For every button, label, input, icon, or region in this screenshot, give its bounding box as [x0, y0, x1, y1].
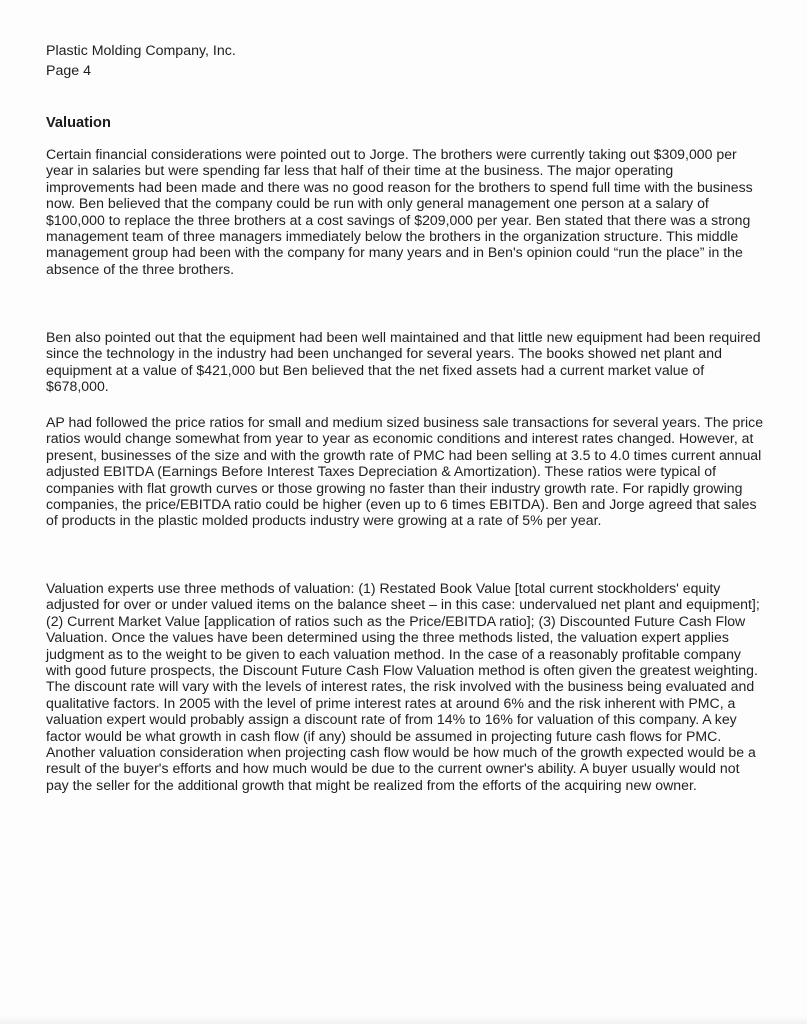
section-title: Valuation: [46, 115, 111, 131]
page-bottom-edge: [0, 1016, 807, 1024]
page-number: Page 4: [46, 63, 91, 79]
page-header: [46, 41, 236, 81]
paragraph-equipment: Ben also pointed out that the equipment had been well maintained and that little new equipment had been required since the technology in the industry had been unchanged for several years. The books showed net plant and equipment at a value of $421,000 but Ben believed that the net fixed assets had a current market value of $678,000.: [46, 329, 761, 395]
paragraph-salaries: Certain financial considerations were pointed out to Jorge. The brothers were currently taking out $309,000 per year in salaries but were spending far less that half of their time at the business. The major operating improvements had been made and there was no good reason for the brothers to spend full time with the business now. Ben believed that the company could be run with only general management one person at a salary of $100,000 to replace the three brothers at a cost savings of $209,000 per year. Ben stated that there was a strong management team of three managers immediately below the brothers in the organization structure. This middle management group had been with the company for many years and in Ben's opinion could “run the place” in the absence of the three brothers.: [46, 146, 753, 277]
paragraph-price-ratios: AP had followed the price ratios for small and medium sized business sale transactions for several years. The price ratios would change somewhat from year to year as economic conditions and interest rates changed. However, at present, businesses of the size and with the growth rate of PMC had been selling at 3.5 to 4.0 times current annual adjusted EBITDA (Earnings Before Interest Taxes Depreciation & Amortization). These ratios were typical of companies with flat growth curves or those growing no faster than their industry growth rate. For rapidly growing companies, the price/EBITDA ratio could be higher (even up to 6 times EBITDA). Ben and Jorge agreed that sales of products in the plastic molded products industry were growing at a rate of 5% per year.: [46, 414, 764, 529]
company-name: Plastic Molding Company, Inc.: [46, 43, 236, 59]
paragraph-valuation-methods: Valuation experts use three methods of valuation: (1) Restated Book Value [total current stockholders' equity adjusted for over or under valued items on the balance sheet – in this case: undervalued net plant and equipment]; (2) Current Market Value [application of ratios such as the Price/EBITDA ratio]; (3) Discounted Future Cash Flow Valuation. Once the values have been determined using the three methods listed, the valuation expert applies judgment as to the weight to be given to each valuation method. In the case of a reasonably profitable company with good future prospects, the Discount Future Cash Flow Valuation method is often given the greatest weighting. The discount rate will vary with the levels of interest rates, the risk involved with the business being evaluated and qualitative factors. In 2005 with the level of prime interest rates at around 6% and the risk inherent with PMC, a valuation expert would probably assign a discount rate of from 14% to 16% for valuation of this company. A key factor would be what growth in cash flow (if any) should be assumed in projecting future cash flows for PMC. Another valuation consideration when projecting cash flow would be how much of the growth expected would be a result of the buyer's efforts and how much would be due to the current owner's ability. A buyer usually would not pay the seller for the additional growth that might be realized from the efforts of the acquiring new owner.: [46, 580, 760, 793]
